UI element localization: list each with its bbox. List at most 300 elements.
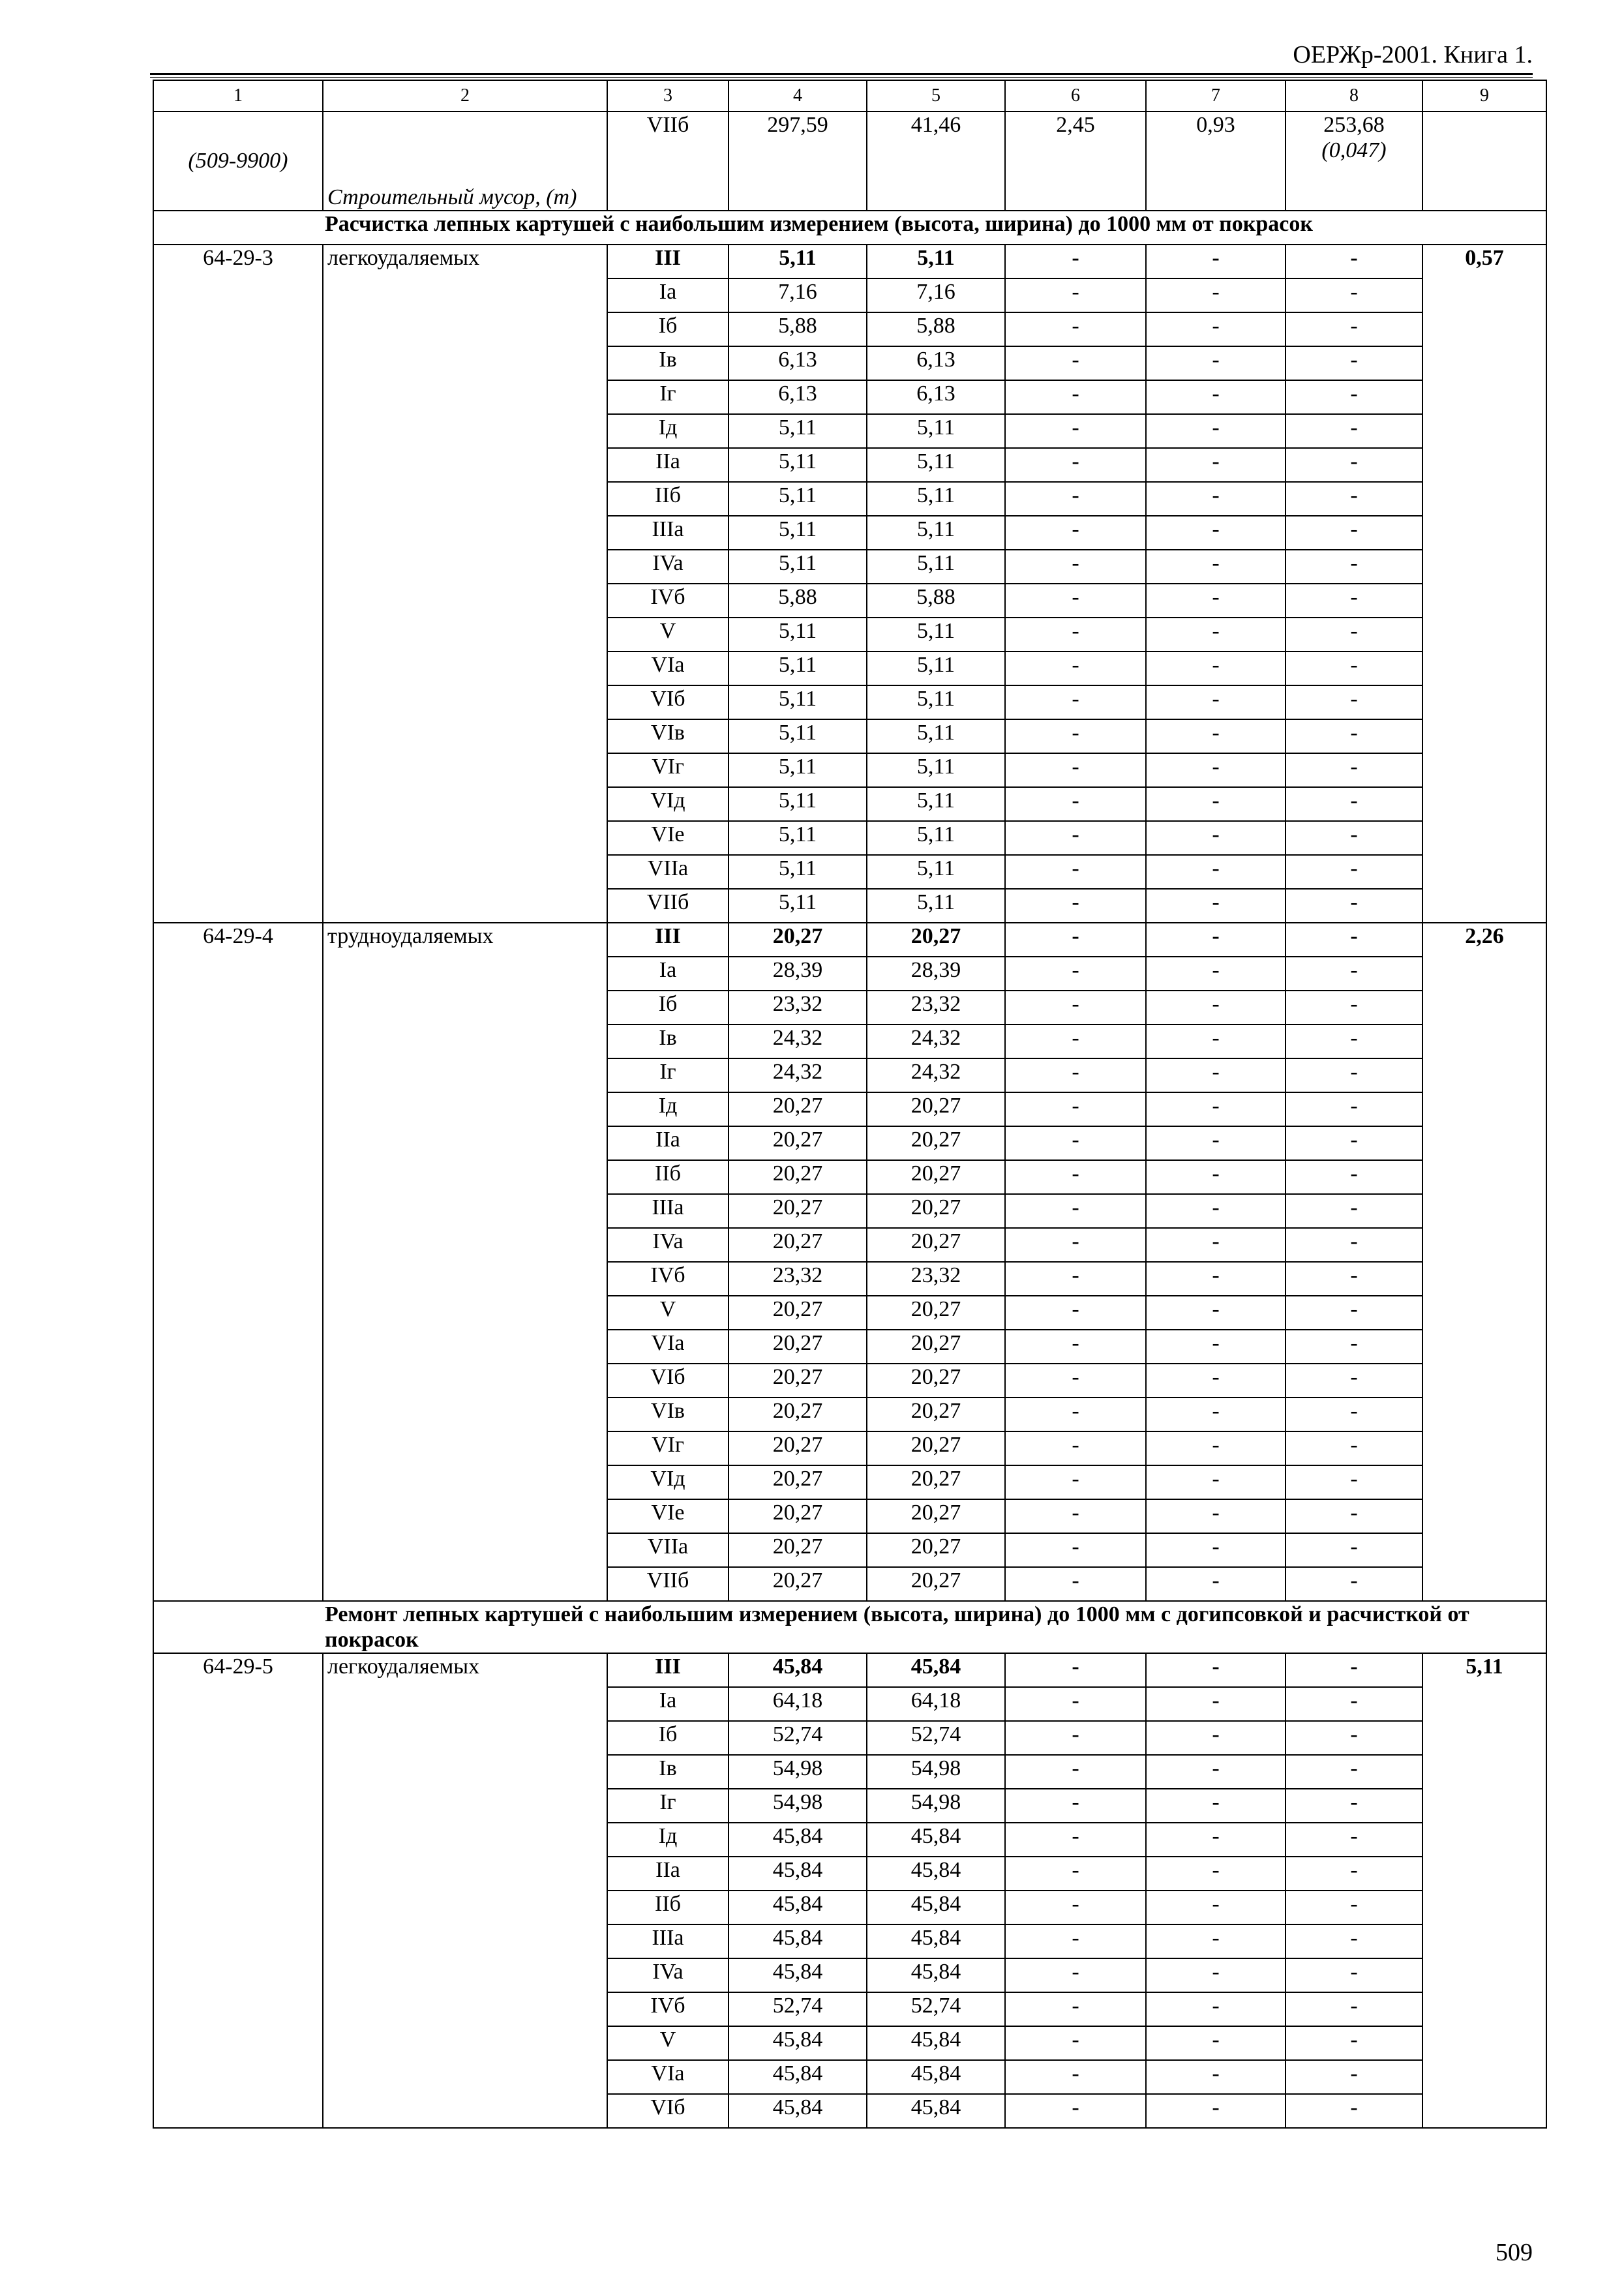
- norm-col4: 23,32: [729, 1262, 867, 1296]
- norm-col9: 2,26: [1422, 923, 1546, 1601]
- norm-col7: -: [1146, 821, 1286, 855]
- norm-zone: Iг: [607, 1058, 729, 1092]
- norm-col7: -: [1146, 1465, 1286, 1499]
- norm-zone: IIIa: [607, 1194, 729, 1228]
- norm-col5: 20,27: [867, 1567, 1005, 1601]
- norm-col4: 54,98: [729, 1789, 867, 1823]
- norm-zone: Ia: [607, 1687, 729, 1721]
- norm-zone: Iг: [607, 380, 729, 414]
- column-number: 1: [153, 80, 323, 112]
- norm-col8: -: [1286, 1924, 1422, 1958]
- norm-col7: -: [1146, 991, 1286, 1025]
- norm-col5: 20,27: [867, 1398, 1005, 1431]
- norm-col8: -: [1286, 1687, 1422, 1721]
- norm-col5: 20,27: [867, 1499, 1005, 1533]
- norm-col7: -: [1146, 923, 1286, 957]
- norm-col8: -: [1286, 1721, 1422, 1755]
- norm-col8: -: [1286, 855, 1422, 889]
- norm-col5: 20,27: [867, 1330, 1005, 1364]
- norm-col8: -: [1286, 1992, 1422, 2026]
- norm-col5: 54,98: [867, 1755, 1005, 1789]
- norm-col8: -: [1286, 1857, 1422, 1891]
- norm-col8: -: [1286, 1194, 1422, 1228]
- norm-zone: V: [607, 2026, 729, 2060]
- norm-col4: 20,27: [729, 1330, 867, 1364]
- norm-col7: -: [1146, 719, 1286, 753]
- norm-col4: 5,11: [729, 550, 867, 584]
- column-number-row: [153, 80, 1546, 112]
- norm-col4: 5,11: [729, 821, 867, 855]
- norm-col6: -: [1005, 1364, 1146, 1398]
- norm-col7: -: [1146, 1924, 1286, 1958]
- material-col8: [1286, 112, 1422, 211]
- norm-col8: -: [1286, 618, 1422, 651]
- norm-col7: -: [1146, 312, 1286, 346]
- norm-name: трудноудаляемых: [323, 923, 607, 1601]
- norm-col6: -: [1005, 1228, 1146, 1262]
- norm-col5: 45,84: [867, 2060, 1005, 2094]
- column-number: 2: [323, 80, 607, 112]
- norm-col6: -: [1005, 855, 1146, 889]
- norm-col7: -: [1146, 1891, 1286, 1924]
- norm-col6: -: [1005, 1058, 1146, 1092]
- norm-col8: -: [1286, 1789, 1422, 1823]
- norm-col5: 45,84: [867, 1924, 1005, 1958]
- norm-col8: -: [1286, 1364, 1422, 1398]
- norm-col4: 5,11: [729, 685, 867, 719]
- norm-col8: -: [1286, 1823, 1422, 1857]
- norm-zone: VIб: [607, 685, 729, 719]
- norm-zone: VIд: [607, 1465, 729, 1499]
- norm-col5: 6,13: [867, 380, 1005, 414]
- norm-row: [153, 923, 1546, 957]
- norm-col8: -: [1286, 1296, 1422, 1330]
- norm-row: [153, 245, 1546, 278]
- norm-zone: IIa: [607, 448, 729, 482]
- norm-col6: -: [1005, 584, 1146, 618]
- material-name-cell: [323, 112, 607, 211]
- section-heading-row: [153, 1601, 1546, 1653]
- norm-col5: 5,11: [867, 618, 1005, 651]
- norm-col7: -: [1146, 1296, 1286, 1330]
- norm-col5: 52,74: [867, 1721, 1005, 1755]
- norm-zone: VIIб: [607, 889, 729, 923]
- norm-col6: -: [1005, 1924, 1146, 1958]
- norm-zone: IVб: [607, 1992, 729, 2026]
- norm-col8: -: [1286, 278, 1422, 312]
- norm-col5: 23,32: [867, 991, 1005, 1025]
- norm-col6: -: [1005, 2094, 1146, 2128]
- material-col8-consumption: (0,047): [1321, 138, 1387, 163]
- norm-col5: 5,11: [867, 550, 1005, 584]
- norm-col4: 52,74: [729, 1992, 867, 2026]
- norm-col5: 45,84: [867, 1958, 1005, 1992]
- norm-col5: 5,11: [867, 753, 1005, 787]
- norm-col6: -: [1005, 2060, 1146, 2094]
- norm-zone: IVa: [607, 550, 729, 584]
- norm-zone: Iг: [607, 1789, 729, 1823]
- norm-col7: -: [1146, 1721, 1286, 1755]
- norm-col7: -: [1146, 618, 1286, 651]
- norm-col8: -: [1286, 787, 1422, 821]
- norm-col9: 5,11: [1422, 1653, 1546, 2128]
- norm-zone: IVб: [607, 1262, 729, 1296]
- norm-col7: -: [1146, 1533, 1286, 1567]
- norm-col6: -: [1005, 1262, 1146, 1296]
- norm-col8: -: [1286, 1398, 1422, 1431]
- norm-col5: 5,88: [867, 312, 1005, 346]
- norm-col4: 20,27: [729, 1126, 867, 1160]
- norm-col4: 20,27: [729, 1228, 867, 1262]
- norm-col6: -: [1005, 1160, 1146, 1194]
- norm-col6: -: [1005, 1465, 1146, 1499]
- column-number: 5: [867, 80, 1005, 112]
- norm-col6: -: [1005, 1721, 1146, 1755]
- norm-col5: 5,11: [867, 787, 1005, 821]
- norm-col6: -: [1005, 889, 1146, 923]
- section-heading: Ремонт лепных картушей с наибольшим измерением (высота, ширина) до 1000 мм с догипсовкой и расчисткой от покрасок: [153, 1601, 1546, 1653]
- norm-col6: -: [1005, 1533, 1146, 1567]
- norm-zone: IIб: [607, 482, 729, 516]
- norm-col7: -: [1146, 482, 1286, 516]
- norm-col7: -: [1146, 1364, 1286, 1398]
- material-code: (509-9900): [188, 149, 288, 173]
- norm-col4: 5,11: [729, 855, 867, 889]
- norm-col6: -: [1005, 312, 1146, 346]
- norm-col7: -: [1146, 1857, 1286, 1891]
- norm-col6: -: [1005, 448, 1146, 482]
- norm-col8: -: [1286, 1958, 1422, 1992]
- norm-zone: VIa: [607, 1330, 729, 1364]
- norm-zone: V: [607, 1296, 729, 1330]
- norm-col8: -: [1286, 346, 1422, 380]
- norm-col7: -: [1146, 651, 1286, 685]
- norm-col7: -: [1146, 380, 1286, 414]
- norm-name: легкоудаляемых: [323, 1653, 607, 2128]
- norm-zone: IIIa: [607, 516, 729, 550]
- norm-col8: -: [1286, 719, 1422, 753]
- norm-zone: Iб: [607, 312, 729, 346]
- norm-col4: 7,16: [729, 278, 867, 312]
- norm-col7: -: [1146, 1126, 1286, 1160]
- header-rule-thin: [150, 77, 1533, 78]
- running-header: ОЕРЖр-2001. Книга 1.: [1293, 41, 1533, 68]
- norm-col8: -: [1286, 550, 1422, 584]
- norm-col7: -: [1146, 584, 1286, 618]
- material-row: [153, 112, 1546, 211]
- norm-code: 64-29-3: [153, 245, 323, 923]
- norm-col4: 20,27: [729, 1465, 867, 1499]
- norm-col6: -: [1005, 1431, 1146, 1465]
- norm-col8: -: [1286, 1465, 1422, 1499]
- norm-col7: -: [1146, 1687, 1286, 1721]
- norm-col8: -: [1286, 957, 1422, 991]
- norm-col7: -: [1146, 1755, 1286, 1789]
- norm-col6: -: [1005, 1789, 1146, 1823]
- norm-col6: -: [1005, 1653, 1146, 1687]
- norm-zone: Iд: [607, 1823, 729, 1857]
- norm-col5: 52,74: [867, 1992, 1005, 2026]
- norm-col8: -: [1286, 923, 1422, 957]
- norm-col4: 5,11: [729, 787, 867, 821]
- norm-zone: V: [607, 618, 729, 651]
- norm-col6: -: [1005, 1891, 1146, 1924]
- norm-col6: -: [1005, 1857, 1146, 1891]
- norm-col7: -: [1146, 278, 1286, 312]
- norm-col7: -: [1146, 1330, 1286, 1364]
- norm-col4: 20,27: [729, 1398, 867, 1431]
- norm-col6: -: [1005, 1025, 1146, 1058]
- norm-col6: -: [1005, 482, 1146, 516]
- norm-col9: 0,57: [1422, 245, 1546, 923]
- norm-col4: 5,11: [729, 448, 867, 482]
- norm-col5: 5,88: [867, 584, 1005, 618]
- norm-zone: VIв: [607, 1398, 729, 1431]
- norm-col4: 45,84: [729, 1857, 867, 1891]
- norm-col8: -: [1286, 1431, 1422, 1465]
- norm-col5: 20,27: [867, 1126, 1005, 1160]
- norm-col6: -: [1005, 957, 1146, 991]
- norm-zone: VIIa: [607, 855, 729, 889]
- norm-col8: -: [1286, 380, 1422, 414]
- norm-col4: 45,84: [729, 1924, 867, 1958]
- norm-col5: 20,27: [867, 1431, 1005, 1465]
- norm-col8: -: [1286, 584, 1422, 618]
- norm-col5: 45,84: [867, 1823, 1005, 1857]
- norm-col7: -: [1146, 1398, 1286, 1431]
- material-col6: 2,45: [1005, 112, 1146, 211]
- norm-col7: -: [1146, 1958, 1286, 1992]
- norm-col8: -: [1286, 245, 1422, 278]
- norm-col8: -: [1286, 651, 1422, 685]
- norm-col7: -: [1146, 1092, 1286, 1126]
- norm-col7: -: [1146, 245, 1286, 278]
- norm-col4: 6,13: [729, 346, 867, 380]
- norm-col6: -: [1005, 346, 1146, 380]
- norm-col5: 23,32: [867, 1262, 1005, 1296]
- norm-zone: IIIa: [607, 1924, 729, 1958]
- norm-col6: -: [1005, 651, 1146, 685]
- norm-col7: -: [1146, 1823, 1286, 1857]
- norm-zone: VIIa: [607, 1533, 729, 1567]
- norm-col4: 20,27: [729, 1092, 867, 1126]
- norm-col4: 20,27: [729, 1431, 867, 1465]
- norm-col4: 45,84: [729, 2026, 867, 2060]
- column-number: 6: [1005, 80, 1146, 112]
- norm-zone: III: [607, 923, 729, 957]
- norm-col7: -: [1146, 1789, 1286, 1823]
- norm-col4: 45,84: [729, 1958, 867, 1992]
- material-col5: 41,46: [867, 112, 1005, 211]
- norm-col5: 7,16: [867, 278, 1005, 312]
- norm-col5: 28,39: [867, 957, 1005, 991]
- norm-col5: 54,98: [867, 1789, 1005, 1823]
- norm-col6: -: [1005, 245, 1146, 278]
- norm-col4: 5,11: [729, 245, 867, 278]
- norm-col8: -: [1286, 1499, 1422, 1533]
- norm-col6: -: [1005, 1330, 1146, 1364]
- norm-col8: -: [1286, 1160, 1422, 1194]
- norm-col5: 24,32: [867, 1025, 1005, 1058]
- norm-col5: 24,32: [867, 1058, 1005, 1092]
- norm-name: легкоудаляемых: [323, 245, 607, 923]
- norm-col4: 64,18: [729, 1687, 867, 1721]
- norm-col4: 23,32: [729, 991, 867, 1025]
- norm-col4: 5,11: [729, 651, 867, 685]
- norm-col5: 20,27: [867, 1228, 1005, 1262]
- norm-col8: -: [1286, 1567, 1422, 1601]
- norm-code: 64-29-5: [153, 1653, 323, 2128]
- norm-col7: -: [1146, 957, 1286, 991]
- norm-col5: 45,84: [867, 1891, 1005, 1924]
- norm-zone: IVa: [607, 1228, 729, 1262]
- norm-zone: VIг: [607, 753, 729, 787]
- norm-col4: 20,27: [729, 1194, 867, 1228]
- norm-col6: -: [1005, 1823, 1146, 1857]
- norm-col7: -: [1146, 1262, 1286, 1296]
- norm-col4: 5,11: [729, 618, 867, 651]
- norm-col5: 5,11: [867, 889, 1005, 923]
- norm-zone: Ia: [607, 957, 729, 991]
- norm-code: 64-29-4: [153, 923, 323, 1601]
- norm-col7: -: [1146, 855, 1286, 889]
- norm-col4: 28,39: [729, 957, 867, 991]
- norm-zone: Iд: [607, 1092, 729, 1126]
- material-col7: 0,93: [1146, 112, 1286, 211]
- norm-col5: 5,11: [867, 651, 1005, 685]
- norm-col8: -: [1286, 1891, 1422, 1924]
- norm-col4: 20,27: [729, 1533, 867, 1567]
- norm-col8: -: [1286, 2094, 1422, 2128]
- norm-col8: -: [1286, 516, 1422, 550]
- norm-col4: 5,88: [729, 584, 867, 618]
- norm-zone: Iд: [607, 414, 729, 448]
- norm-col6: -: [1005, 1296, 1146, 1330]
- norm-col6: -: [1005, 1194, 1146, 1228]
- norm-col7: -: [1146, 1058, 1286, 1092]
- norm-col5: 5,11: [867, 245, 1005, 278]
- norm-col7: -: [1146, 1160, 1286, 1194]
- norm-col7: -: [1146, 516, 1286, 550]
- norm-col4: 45,84: [729, 2094, 867, 2128]
- norm-col8: -: [1286, 685, 1422, 719]
- material-col4: 297,59: [729, 112, 867, 211]
- norm-col5: 20,27: [867, 1364, 1005, 1398]
- norm-col5: 20,27: [867, 1533, 1005, 1567]
- norm-col7: -: [1146, 448, 1286, 482]
- norm-zone: VIд: [607, 787, 729, 821]
- norm-col8: -: [1286, 1058, 1422, 1092]
- norm-zone: Iв: [607, 346, 729, 380]
- norm-zone: Iб: [607, 991, 729, 1025]
- norm-col6: -: [1005, 1687, 1146, 1721]
- norm-col4: 24,32: [729, 1025, 867, 1058]
- norm-col4: 5,11: [729, 719, 867, 753]
- norm-col4: 20,27: [729, 923, 867, 957]
- norm-col8: -: [1286, 991, 1422, 1025]
- section-heading: Расчистка лепных картушей с наибольшим измерением (высота, ширина) до 1000 мм от покрасок: [153, 211, 1546, 245]
- norm-col4: 5,88: [729, 312, 867, 346]
- norm-col6: -: [1005, 719, 1146, 753]
- norm-col8: -: [1286, 821, 1422, 855]
- norm-col4: 6,13: [729, 380, 867, 414]
- norm-col8: -: [1286, 2026, 1422, 2060]
- norm-col7: -: [1146, 1992, 1286, 2026]
- column-number: 9: [1422, 80, 1546, 112]
- norm-col8: -: [1286, 414, 1422, 448]
- norm-col6: -: [1005, 1958, 1146, 1992]
- norm-col7: -: [1146, 1567, 1286, 1601]
- norm-col6: -: [1005, 787, 1146, 821]
- norm-col5: 45,84: [867, 1653, 1005, 1687]
- norm-zone: VIIб: [607, 1567, 729, 1601]
- norm-zone: Iв: [607, 1025, 729, 1058]
- norm-zone: IIa: [607, 1857, 729, 1891]
- norm-col4: 45,84: [729, 2060, 867, 2094]
- norm-col8: -: [1286, 482, 1422, 516]
- norm-col7: -: [1146, 1499, 1286, 1533]
- norm-col4: 20,27: [729, 1160, 867, 1194]
- norm-zone: VIa: [607, 651, 729, 685]
- norm-zone: IVб: [607, 584, 729, 618]
- norm-col7: -: [1146, 753, 1286, 787]
- norm-col6: -: [1005, 991, 1146, 1025]
- header-rule: [150, 73, 1533, 75]
- norm-zone: VIa: [607, 2060, 729, 2094]
- material-name: Строительный мусор, (т): [327, 185, 577, 209]
- norm-col5: 45,84: [867, 2026, 1005, 2060]
- norm-col4: 45,84: [729, 1653, 867, 1687]
- norm-col4: 5,11: [729, 753, 867, 787]
- norm-col8: -: [1286, 753, 1422, 787]
- norm-zone: IIб: [607, 1160, 729, 1194]
- norm-col5: 5,11: [867, 855, 1005, 889]
- norm-col5: 20,27: [867, 1194, 1005, 1228]
- norm-col7: -: [1146, 889, 1286, 923]
- norm-col7: -: [1146, 346, 1286, 380]
- norm-col6: -: [1005, 2026, 1146, 2060]
- norm-col6: -: [1005, 618, 1146, 651]
- norm-col8: -: [1286, 889, 1422, 923]
- norm-zone: Ia: [607, 278, 729, 312]
- norm-col4: 24,32: [729, 1058, 867, 1092]
- norm-col7: -: [1146, 2026, 1286, 2060]
- norm-col6: -: [1005, 821, 1146, 855]
- norm-col8: -: [1286, 312, 1422, 346]
- norm-col8: -: [1286, 448, 1422, 482]
- norms-table: [153, 80, 1547, 2129]
- norm-col5: 64,18: [867, 1687, 1005, 1721]
- norm-col5: 45,84: [867, 2094, 1005, 2128]
- norm-col5: 5,11: [867, 448, 1005, 482]
- norm-col5: 20,27: [867, 1465, 1005, 1499]
- page-number: 509: [1496, 2239, 1533, 2266]
- column-number: 7: [1146, 80, 1286, 112]
- norm-col8: -: [1286, 1533, 1422, 1567]
- norm-col5: 5,11: [867, 516, 1005, 550]
- norm-col6: -: [1005, 1499, 1146, 1533]
- norm-col8: -: [1286, 1330, 1422, 1364]
- norm-zone: VIг: [607, 1431, 729, 1465]
- norm-col7: -: [1146, 1194, 1286, 1228]
- norm-col6: -: [1005, 1126, 1146, 1160]
- norm-col5: 5,11: [867, 685, 1005, 719]
- norm-col8: -: [1286, 1262, 1422, 1296]
- norm-zone: Iв: [607, 1755, 729, 1789]
- norm-col7: -: [1146, 1228, 1286, 1262]
- norm-col4: 54,98: [729, 1755, 867, 1789]
- norm-col4: 20,27: [729, 1296, 867, 1330]
